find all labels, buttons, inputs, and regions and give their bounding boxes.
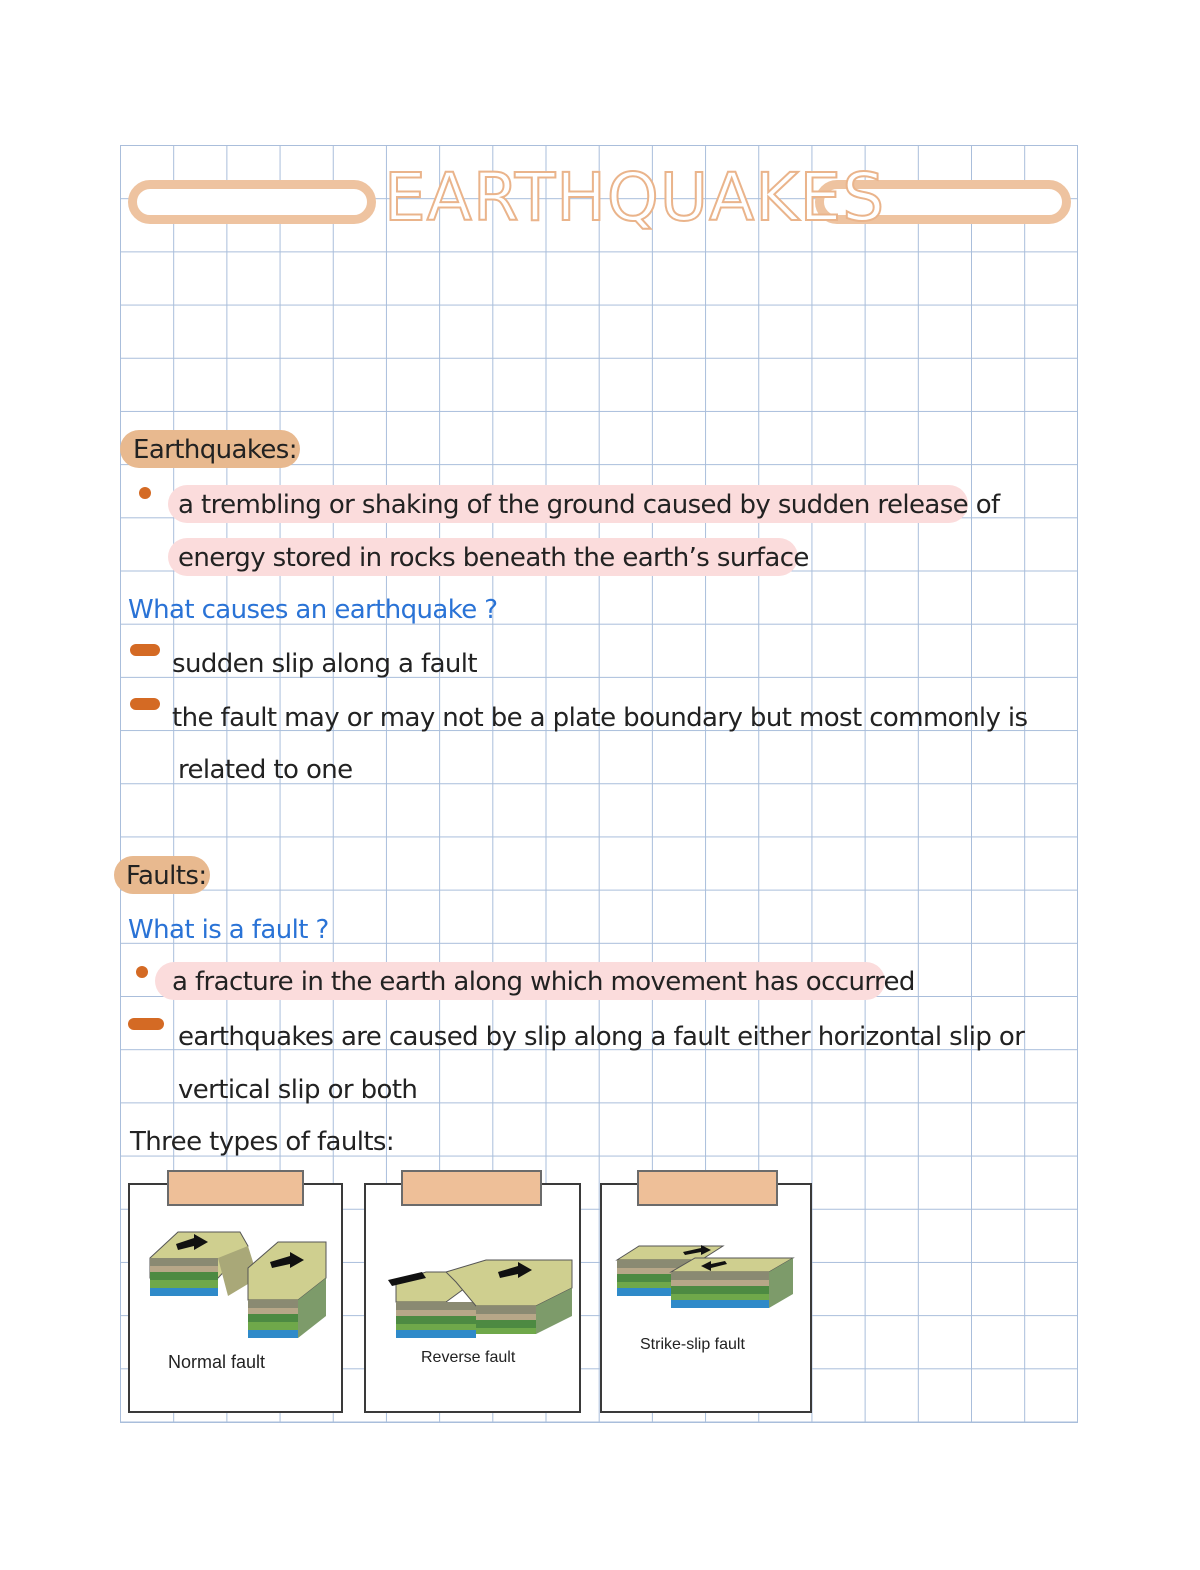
earthquake-cause-1: sudden slip along a fault	[172, 649, 478, 679]
bullet-dash-icon	[130, 698, 160, 710]
fault-note-line2: vertical slip or both	[178, 1075, 418, 1105]
reverse-fault-diagram	[386, 1252, 576, 1342]
bullet-dash-icon	[128, 1018, 164, 1030]
page-title: EARTHQUAKES	[384, 159, 886, 236]
normal-fault-diagram	[148, 1228, 328, 1340]
earthquake-definition-line2: energy stored in rocks beneath the earth’s surface	[178, 543, 809, 573]
normal-fault-caption: Normal fault	[168, 1352, 266, 1372]
earthquake-cause-2-line2: related to one	[178, 755, 353, 785]
faults-heading: Faults:	[126, 861, 207, 891]
reverse-fault-caption: Reverse fault	[421, 1349, 516, 1366]
bullet-dot-icon	[136, 966, 148, 978]
earthquake-cause-2-line1: the fault may or may not be a plate boundary but most commonly is	[172, 703, 1028, 733]
card-tape	[637, 1170, 778, 1206]
strike-slip-fault-diagram	[615, 1240, 797, 1322]
fault-types-heading: Three types of faults:	[130, 1127, 395, 1157]
earthquake-cause-question: What causes an earthquake ?	[128, 595, 498, 625]
card-tape	[167, 1170, 304, 1206]
card-tape	[401, 1170, 542, 1206]
earthquake-definition-line1: a trembling or shaking of the ground caused by sudden release of	[178, 490, 1000, 520]
strike-slip-fault-caption: Strike-slip fault	[640, 1336, 745, 1353]
bullet-dot-icon	[139, 487, 151, 499]
fault-question: What is a fault ?	[128, 915, 329, 945]
title-bar-left	[128, 180, 376, 224]
earthquakes-heading: Earthquakes:	[133, 435, 297, 465]
fault-definition: a fracture in the earth along which movement has occurred	[172, 967, 915, 997]
fault-note-line1: earthquakes are caused by slip along a fault either horizontal slip or	[178, 1022, 1025, 1052]
bullet-dash-icon	[130, 644, 160, 656]
